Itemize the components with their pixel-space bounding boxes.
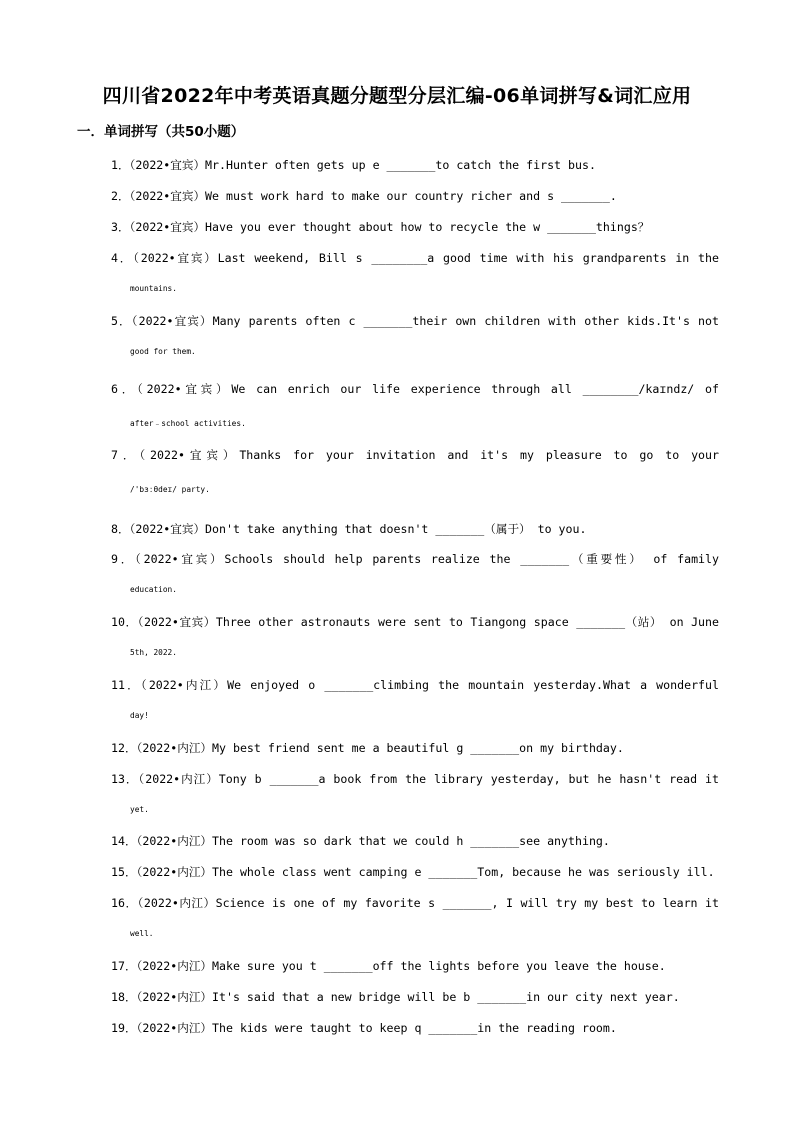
question-line: 11．（2022•内江）We enjoyed o _______climbing the mountain yesterday.What a wonderful — [111, 678, 719, 692]
question-item — [111, 740, 719, 756]
question-line: 8．（2022•宜宾）Don't take anything that doesn't _______（属于） to you. — [111, 522, 587, 536]
question-item — [111, 771, 719, 818]
question-line: 15．（2022•内江）The whole class went camping e _______Tom, because he was seriously ill. — [111, 865, 715, 879]
question-item — [111, 313, 719, 360]
question-line: 2．（2022•宜宾）We must work hard to make our country richer and s _______. — [111, 189, 617, 203]
question-item — [111, 614, 719, 661]
question-item — [111, 188, 719, 204]
question-item — [111, 958, 719, 974]
question-line: 14．（2022•内江）The room was so dark that we could h _______see anything. — [111, 834, 610, 848]
question-line: 10．（2022•宜宾）Three other astronauts were sent to Tiangong space _______（站） on June — [111, 615, 719, 629]
question-line-continuation: yet. — [130, 805, 149, 814]
question-item — [111, 895, 719, 942]
question-line-continuation: /'bɜːθdeɪ/ party. — [130, 485, 210, 494]
question-item — [111, 1020, 719, 1036]
question-line-continuation: good for them. — [130, 347, 196, 356]
section-heading: 一．单词拼写（共50小题） — [77, 124, 245, 140]
question-line: 4．（2022•宜宾）Last weekend, Bill s ________a good time with his grandparents in the — [111, 251, 719, 265]
question-item — [111, 551, 719, 598]
question-line: 1．（2022•宜宾）Mr.Hunter often gets up e _______to catch the first bus. — [111, 158, 596, 172]
question-line-continuation: mountains. — [130, 284, 177, 293]
question-line-continuation: 5th, 2022. — [130, 648, 177, 657]
question-line: 12．（2022•内江）My best friend sent me a beautiful g _______on my birthday. — [111, 741, 624, 755]
question-line: 18．（2022•内江）It's said that a new bridge will be b _______in our city next year. — [111, 990, 680, 1004]
question-item — [111, 447, 719, 498]
question-line: 5．（2022•宜宾）Many parents often c _______their own children with other kids.It's not — [111, 314, 719, 328]
document-title: 四川省2022年中考英语真题分题型分层汇编-06单词拼写&词汇应用 — [102, 85, 692, 107]
question-line: 19．（2022•内江）The kids were taught to keep q _______in the reading room. — [111, 1021, 617, 1035]
question-item — [111, 864, 719, 880]
question-item — [111, 219, 719, 235]
question-line-continuation: after﹣school activities. — [130, 419, 246, 428]
question-item — [111, 250, 719, 297]
question-line: 6．（2022•宜宾）We can enrich our life experience through all ________/kaɪndz/ of — [111, 382, 719, 396]
question-line: 13．（2022•内江）Tony b _______a book from the library yesterday, but he hasn't read it — [111, 772, 719, 786]
question-line-continuation: day! — [130, 711, 149, 720]
question-item — [111, 381, 719, 432]
question-item — [111, 833, 719, 849]
question-line-continuation: well. — [130, 929, 154, 938]
question-line: 7．（2022•宜宾）Thanks for your invitation and it's my pleasure to go to your — [111, 448, 719, 462]
question-line: 17．（2022•内江）Make sure you t _______off the lights before you leave the house. — [111, 959, 666, 973]
question-item — [111, 157, 719, 173]
question-item — [111, 521, 719, 537]
question-item — [111, 677, 719, 724]
question-item — [111, 989, 719, 1005]
question-line: 3．（2022•宜宾）Have you ever thought about how to recycle the w _______things？ — [111, 220, 650, 234]
question-line: 16．（2022•内江）Science is one of my favorite s _______, I will try my best to learn it — [111, 896, 719, 910]
question-line-continuation: education. — [130, 585, 177, 594]
question-line: 9．（2022•宜宾）Schools should help parents realize the _______（重要性） of family — [111, 552, 719, 566]
